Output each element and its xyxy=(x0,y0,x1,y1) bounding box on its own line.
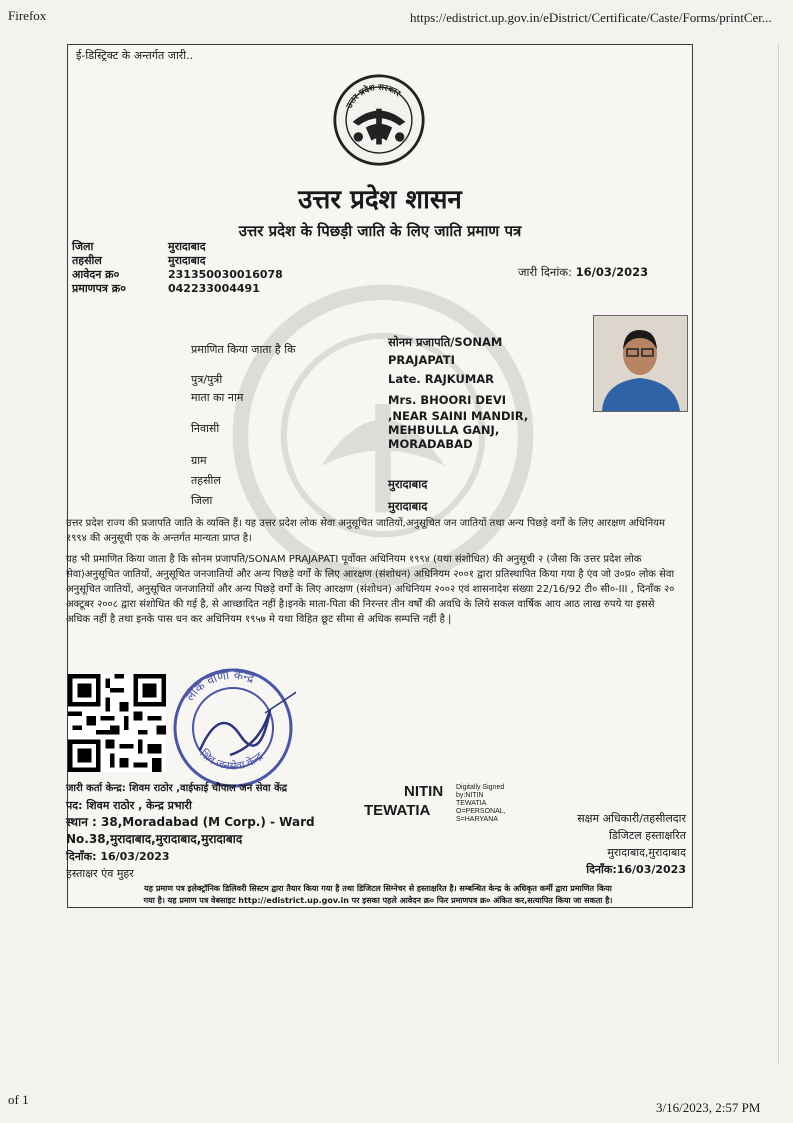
issue-date xyxy=(518,265,648,280)
disclaimer xyxy=(72,883,684,907)
certified-label: प्रमाणित किया जाता है कि xyxy=(191,343,296,356)
resident-label: निवासी xyxy=(191,422,220,435)
up-govt-emblem xyxy=(332,73,426,167)
district-label: जिला xyxy=(191,494,213,507)
signature-detail-line: by:NITIN xyxy=(456,792,484,799)
holder-name-line: सोनम प्रजापति/SONAM xyxy=(388,335,503,349)
svg-text:लोक वाणी केन्द्र xyxy=(183,668,257,704)
applicant-photo xyxy=(593,315,688,412)
signature-detail-line: TEWATIA xyxy=(456,800,487,807)
signer-last-name: TEWATIA xyxy=(364,802,431,819)
eligibility-paragraph: यह भी प्रमाणित किया जाता है कि सोनम प्रजापति/SONAM PRAJAPATI पूर्वोक्त अधिनियम १९९४ (यथा संशोधित) की अनुसूची २ (जैसा कि उत्तर प्रदेश लोक सेवा)अनुसूचित जातियों, अनुसूचित जनजातियों और अन्य पिछड़े वर्गों के लिए आरक्षण (संशोधन) अधिनियम २००१ द्वारा प्रतिस्थापित किया गया है एंव जो उ०प्र० लोक सेवा अनुसूचित जातियों, अनुसूचित जनजातियों और अन्य पिछड़े वर्गों के लिए आरक्षण (संशोधन) अधिनियम २००२ एवं शासनादेश संख्या 22/16/92 टी० सी०-III , दिनाँक २० अक्टूबर २००८ द्वारा संशोधित की गई है, से आच्छादित नहीं है।इनके माता-पिता की निरन्तर तीन वर्षों की अवधि के लिये सकल वार्षिक आय आठ लाख रुपये या इससे अधिक नहीं है तथा इनके पास धन कर अधिनियम १९५७ मे यथा विहित छूट सीमा से अधिक सम्पत्ति नहीं है | xyxy=(66,554,675,625)
handwritten-signature xyxy=(200,710,270,755)
center-seal-stamp xyxy=(170,665,296,791)
issuer-sign-label: हस्ताक्षर एंव मुहर xyxy=(66,867,134,880)
meta-value: 042233004491 xyxy=(168,282,260,295)
authority-title: सक्षम अधिकारी/तहसीलदार xyxy=(577,812,686,825)
issuer-place: स्थान : 38,Moradabad (M Corp.) - Ward xyxy=(66,815,315,829)
caste-paragraph: उत्तर प्रदेश राज्य की प्रजापति जाति के व्यक्ति हैं। यह उत्तर प्रदेश लोक सेवा अनुसूचित जातियों,अनुसूचित जन जातियों तथा अन्य पिछड़े वर्गों के लिए आरक्षण अधिनियम १९९४ की अनुसूची एक के अन्तर्गत मान्यता प्राप्त है। xyxy=(66,518,665,544)
meta-label: प्रमाणपत्र क्र० xyxy=(72,282,126,295)
certificate-subtitle: उत्तर प्रदेश के पिछड़ी जाति के लिए जाति प्रमाण पत्र xyxy=(238,222,522,240)
tehsil-label: तहसील xyxy=(191,474,221,487)
seal-text-top: लोक वाणी केन्द्र xyxy=(182,667,257,704)
certificate-title: उत्तर प्रदेश शासन xyxy=(298,185,462,215)
issuer-block xyxy=(66,780,346,882)
top-note: ई-डिस्ट्रिक्ट के अन्तर्गत जारी.. xyxy=(76,49,194,62)
signature-stroke xyxy=(265,683,296,713)
meta-row xyxy=(72,282,283,296)
issue-date-label: जारी दिनांक: xyxy=(518,265,573,279)
mother-value: Mrs. BHOORI DEVI xyxy=(388,393,506,407)
address-line: ,NEAR SAINI MANDIR, xyxy=(388,409,529,423)
meta-label: तहसील xyxy=(72,254,102,267)
mother-label: माता का नाम xyxy=(191,391,244,404)
issue-date-value: 16/03/2023 xyxy=(575,265,649,279)
holder-name xyxy=(388,335,502,367)
seal-text-bottom: शिव जनसेवा केन्द्र xyxy=(197,746,266,773)
holder-name-line: PRAJAPATI xyxy=(388,353,455,367)
issuer-center: जारी कर्ता केन्द्र: शिवम राठोर ,वाईफाई चौपाल जन सेवा केंद्र xyxy=(66,783,288,794)
svg-text:शिव जनसेवा केन्द्र xyxy=(197,747,265,773)
tehsil-value: मुरादाबाद xyxy=(388,477,428,491)
meta-value: मुरादाबाद xyxy=(168,254,206,267)
meta-row xyxy=(72,254,283,268)
village-label: ग्राम xyxy=(191,454,207,467)
issuer-date: दिनाँक: 16/03/2023 xyxy=(66,850,170,863)
meta-label: जिला xyxy=(72,240,94,253)
page-count: of 1 xyxy=(8,1092,29,1107)
authority-block xyxy=(530,810,686,878)
parent-label: पुत्र/पुत्री xyxy=(191,373,223,386)
certificate-frame xyxy=(67,44,693,908)
signature-detail-line: O=PERSONAL, xyxy=(456,808,506,815)
qr-code xyxy=(68,673,166,773)
meta-block xyxy=(72,240,283,296)
meta-value: मुरादाबाद xyxy=(168,240,206,253)
parent-value: Late. RAJKUMAR xyxy=(388,372,495,386)
signature-details xyxy=(456,784,536,824)
emblem-text: उत्तर प्रदेश सरकार xyxy=(343,81,403,110)
signature-detail-line: S=HARYANA xyxy=(456,816,498,823)
browser-name: Firefox xyxy=(8,8,47,23)
meta-row xyxy=(72,268,283,282)
signer-first-name: NITIN xyxy=(404,783,444,800)
meta-row xyxy=(72,240,283,254)
authority-sign: डिजिटल हस्ताक्षरित xyxy=(609,829,686,842)
mother-and-address xyxy=(388,393,528,451)
district-value: मुरादाबाद xyxy=(388,499,428,513)
meta-value: 231350030016078 xyxy=(168,268,283,281)
meta-label: आवेदन क्र० xyxy=(72,268,120,281)
page-edge-line xyxy=(778,44,779,1064)
print-timestamp: 3/16/2023, 2:57 PM xyxy=(656,1100,761,1115)
address-line: MORADABAD xyxy=(388,437,473,451)
authority-place: मुरादाबाद,मुरादाबाद xyxy=(607,846,686,859)
digital-signature xyxy=(364,782,506,823)
address-line: MEHBULLA GANJ, xyxy=(388,423,500,437)
disclaimer-line: गया है। यह प्रमाण पत्र वेबसाइट http://edistrict.up.gov.in पर इसका पहले आवेदन क्र० फिर प्रमाणपत्र क्र० अंकित कर,सत्यापित किया जा सकता है। xyxy=(143,896,613,905)
issuer-post: पद: शिवम राठोर , केन्द्र प्रभारी xyxy=(66,799,192,812)
page-url: https://edistrict.up.gov.in/eDistrict/Certificate/Caste/Forms/printCer... xyxy=(410,10,772,25)
authority-date: दिनाँक:16/03/2023 xyxy=(586,863,686,876)
disclaimer-line: यह प्रमाण पत्र इलेक्ट्रॉनिक डिलिवरी सिस्टम द्वारा तैयार किया गया है तथा डिजिटल सिग्नेचर से हस्ताक्षरित है। सम्बन्धित केन्द्र के अधिकृत कर्मी द्वारा प्रमाणित किया xyxy=(144,884,612,893)
issuer-place: No.38,मुरादाबाद,मुरादाबाद,मुरादाबाद xyxy=(66,832,243,846)
signature-detail-line: Digitally Signed xyxy=(456,784,505,791)
